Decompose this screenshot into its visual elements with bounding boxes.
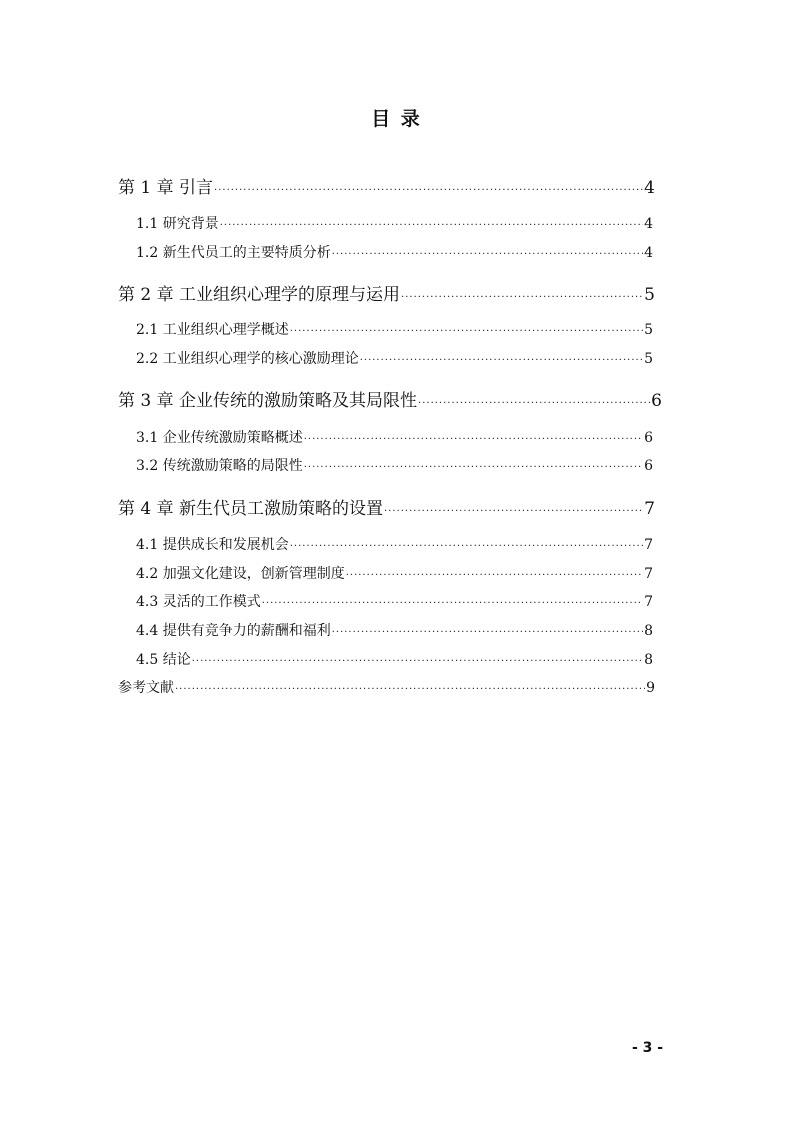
- toc-entry-section-4-3[interactable]: [136, 591, 653, 611]
- toc-entry-label: 第 1 章 引言: [118, 178, 214, 198]
- dot-leader: [332, 249, 643, 260]
- dot-leader: [192, 656, 643, 667]
- dot-leader: [332, 627, 643, 638]
- toc-entry-chapter-1[interactable]: [118, 173, 655, 198]
- dot-leader: [290, 541, 643, 552]
- toc-title: 目 录: [371, 108, 422, 130]
- toc-entry-label: 参考文献: [118, 680, 174, 696]
- toc-entry-section-3-1[interactable]: [136, 427, 653, 447]
- toc-entry-label: 第 4 章 新生代员工激励策略的设置: [118, 499, 384, 519]
- toc-entry-page: 4: [644, 216, 653, 232]
- toc-entry-page: 4: [644, 178, 655, 198]
- dot-leader: [220, 220, 643, 231]
- toc-entry-section-4-2[interactable]: [136, 563, 653, 583]
- dot-leader: [175, 684, 645, 695]
- toc-entry-chapter-2[interactable]: [118, 280, 655, 305]
- toc-entry-page: 4: [644, 245, 653, 261]
- dot-leader: [401, 292, 643, 303]
- toc-entry-label: 1.1 研究背景: [136, 216, 219, 232]
- toc-entry-label: 4.5 结论: [136, 652, 191, 668]
- toc-entry-label: 2.2 工业组织心理学的核心激励理论: [136, 351, 359, 367]
- dot-leader: [346, 570, 643, 581]
- toc-entry-label: 4.2 加强文化建设，创新管理制度: [136, 566, 345, 582]
- toc-entry-label: 4.4 提供有竞争力的薪酬和福利: [136, 623, 331, 639]
- toc-entry-page: 5: [644, 351, 653, 367]
- toc-entry-section-1-2[interactable]: [136, 242, 653, 262]
- toc-entry-section-1-1[interactable]: [136, 213, 653, 233]
- toc-entry-section-2-2[interactable]: [136, 348, 653, 368]
- dot-leader: [360, 355, 643, 366]
- dot-leader: [304, 434, 643, 445]
- dot-leader: [214, 185, 643, 196]
- toc-entry-page: 9: [646, 680, 655, 696]
- toc-entry-section-2-1[interactable]: [136, 319, 653, 339]
- toc-entry-section-3-2[interactable]: [136, 455, 653, 475]
- toc-entry-page: 6: [644, 458, 653, 474]
- toc-entry-chapter-4[interactable]: [118, 494, 655, 519]
- toc-entry-page: 6: [644, 430, 653, 446]
- toc-entry-label: 第 2 章 工业组织心理学的原理与运用: [118, 285, 401, 305]
- toc-entry-label: 1.2 新生代员工的主要特质分析: [136, 245, 331, 261]
- dot-leader: [304, 462, 643, 473]
- dot-leader: [384, 506, 643, 517]
- toc-entry-page: 5: [644, 322, 653, 338]
- toc-entry-label: 3.2 传统激励策略的局限性: [136, 458, 303, 474]
- toc-entry-section-4-1[interactable]: [136, 534, 653, 554]
- toc-entry-page: 6: [651, 391, 662, 411]
- toc-entry-chapter-3[interactable]: [118, 386, 662, 411]
- toc-entry-page: 7: [644, 537, 653, 553]
- toc-entry-page: 8: [644, 652, 653, 668]
- toc-entry-page: 8: [644, 623, 653, 639]
- toc-entry-page: 5: [644, 285, 655, 305]
- toc-entry-references[interactable]: [118, 677, 655, 697]
- dot-leader: [262, 598, 643, 609]
- dot-leader: [290, 326, 643, 337]
- toc-entry-section-4-4[interactable]: [136, 620, 653, 640]
- toc-entry-page: 7: [644, 566, 653, 582]
- page-number: - 3 -: [632, 1040, 664, 1056]
- toc-entry-page: 7: [644, 594, 653, 610]
- toc-entry-label: 4.1 提供成长和发展机会: [136, 537, 289, 553]
- toc-entry-section-4-5[interactable]: [136, 649, 653, 669]
- toc-entry-label: 2.1 工业组织心理学概述: [136, 322, 289, 338]
- toc-entry-label: 3.1 企业传统激励策略概述: [136, 430, 303, 446]
- toc-entry-label: 第 3 章 企业传统的激励策略及其局限性: [118, 391, 418, 411]
- toc-entry-label: 4.3 灵活的工作模式: [136, 594, 261, 610]
- toc-entry-page: 7: [644, 499, 655, 519]
- dot-leader: [418, 398, 650, 409]
